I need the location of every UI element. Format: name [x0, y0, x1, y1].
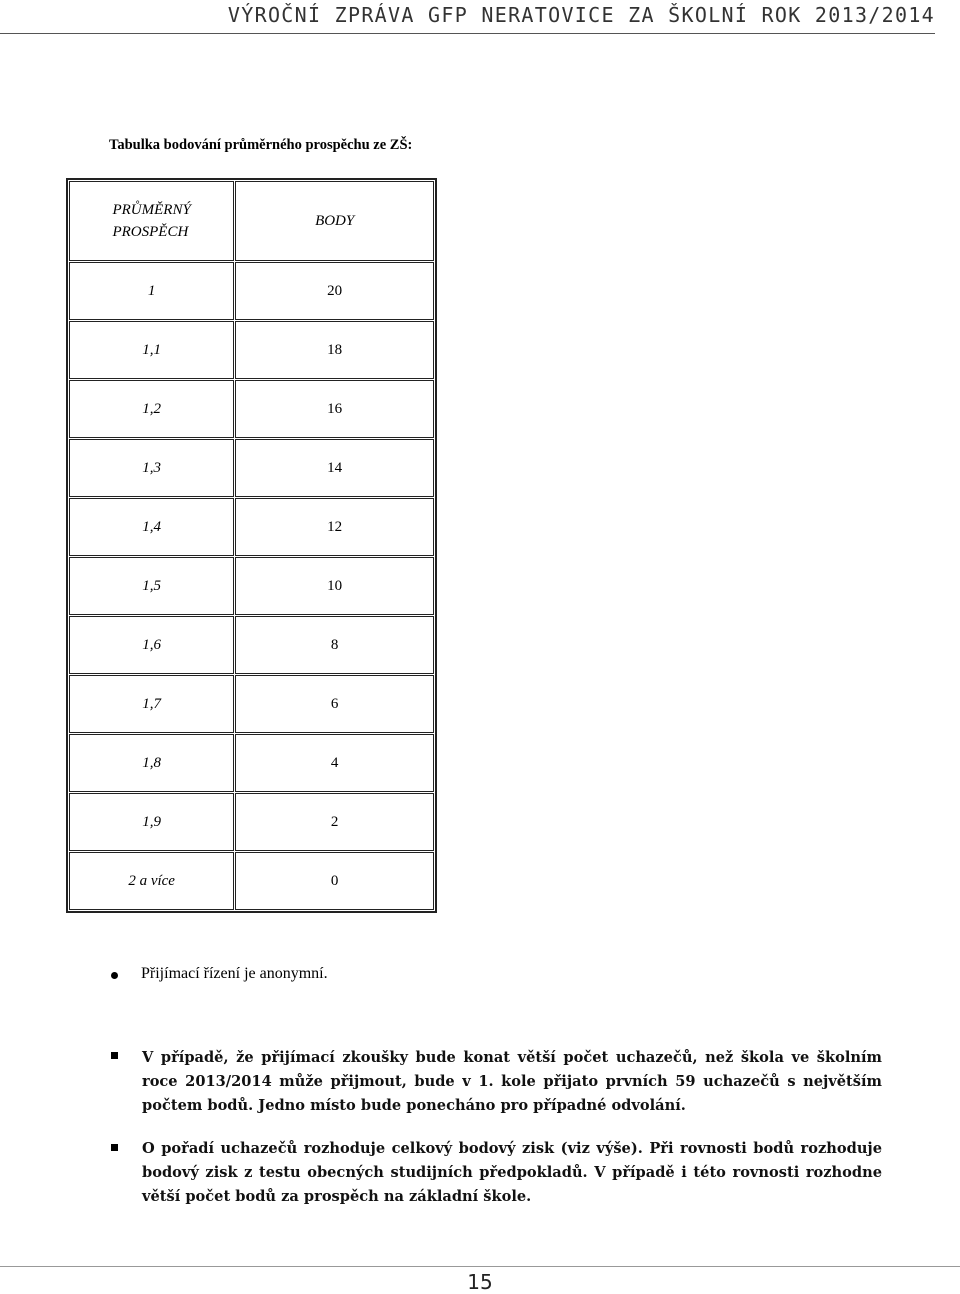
points-cell: 2 [235, 793, 434, 851]
points-cell: 14 [235, 439, 434, 497]
table-row [69, 734, 434, 792]
header-average-grade-line2: PROSPĚCH [112, 224, 189, 240]
points-cell: 6 [235, 675, 434, 733]
points-cell: 18 [235, 321, 434, 379]
average-grade-cell: 1,1 [69, 321, 234, 379]
bullet-square-icon [111, 1144, 118, 1151]
points-cell: 4 [235, 734, 434, 792]
table-row [69, 852, 434, 910]
table-row [69, 262, 434, 320]
header-average-grade-line1: PRŮMĚRNÝ [112, 202, 191, 218]
header-average-grade [69, 181, 234, 261]
points-cell: 12 [235, 498, 434, 556]
average-grade-cell: 1,8 [69, 734, 234, 792]
header-points: BODY [235, 181, 434, 261]
table-row [69, 380, 434, 438]
points-cell: 16 [235, 380, 434, 438]
points-cell: 8 [235, 616, 434, 674]
bullet-dot-icon [111, 972, 118, 979]
header-title: VÝROČNÍ ZPRÁVA GFP NERATOVICE ZA ŠKOLNÍ ROK 2013/2014 [227, 3, 935, 27]
table-row [69, 321, 434, 379]
average-grade-cell: 1,6 [69, 616, 234, 674]
score-table [66, 178, 437, 913]
average-grade-cell: 1 [69, 262, 234, 320]
average-grade-cell: 1,5 [69, 557, 234, 615]
footer-divider [0, 1266, 960, 1267]
average-grade-cell: 1,9 [69, 793, 234, 851]
average-grade-cell: 1,3 [69, 439, 234, 497]
table-row [69, 439, 434, 497]
table-row [69, 557, 434, 615]
bullet-ranking-rule: O pořadí uchazečů rozhoduje celkový bodový zisk (viz výše). Při rovnosti bodů rozhoduje bodový zisk z testu obecných studijních předpokladů. V případě i této rovnosti rozhodne větší počet bodů za prospěch na základní škole. [142, 1140, 882, 1205]
bullet-capacity-rule: V případě, že přijímací zkoušky bude konat větší počet uchazečů, než škola ve školním roce 2013/2014 může přijmout, bude v 1. kole přijato prvních 59 uchazečů s největším počtem bodů. Jedno místo bude ponecháno pro případné odvolání. [142, 1049, 882, 1114]
points-cell: 0 [235, 852, 434, 910]
table-title: Tabulka bodování průměrného prospěchu ze ZŠ: [109, 137, 413, 153]
average-grade-cell: 1,7 [69, 675, 234, 733]
bullet-anonymous: Přijímací řízení je anonymní. [141, 965, 328, 982]
table-row [69, 616, 434, 674]
points-cell: 10 [235, 557, 434, 615]
average-grade-cell: 1,2 [69, 380, 234, 438]
table-row [69, 793, 434, 851]
average-grade-cell: 2 a více [69, 852, 234, 910]
bullet-square-icon [111, 1052, 118, 1059]
page-number: 15 [467, 1270, 493, 1294]
table-row [69, 675, 434, 733]
average-grade-cell: 1,4 [69, 498, 234, 556]
table-row [69, 498, 434, 556]
table-header-row [69, 181, 434, 261]
page-header [0, 0, 935, 34]
points-cell: 20 [235, 262, 434, 320]
